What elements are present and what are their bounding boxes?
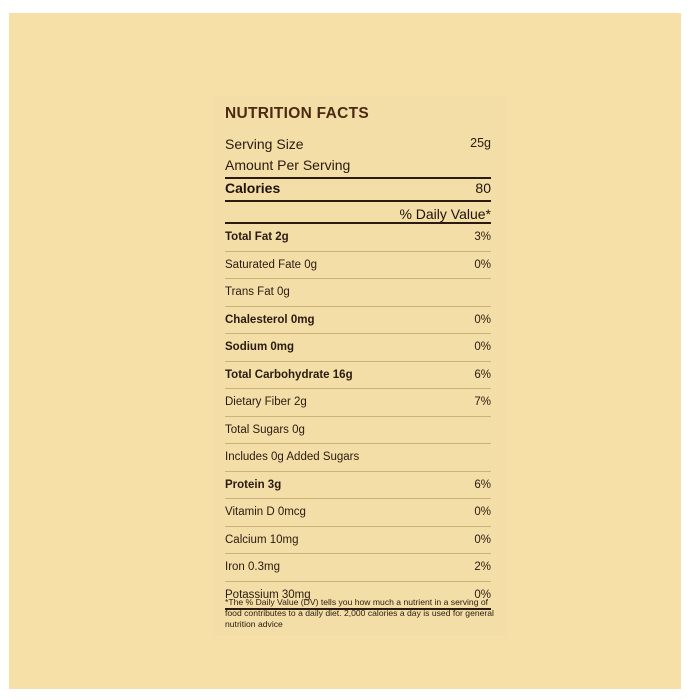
nutrient-name: Potassium 30mg xyxy=(225,588,311,601)
nutrient-row xyxy=(225,306,491,334)
nutrient-name: Sodium 0mg xyxy=(225,341,295,353)
nutrient-name: Calcium 10mg xyxy=(225,533,299,546)
serving-size-label: Serving Size xyxy=(225,136,304,152)
nutrient-daily-value: 6% xyxy=(474,368,491,381)
nutrient-daily-value: 0% xyxy=(474,313,491,326)
nutrient-daily-value: 0% xyxy=(474,258,491,271)
nutrient-name: Dietary Fiber 2g xyxy=(225,396,307,408)
calories-row xyxy=(225,180,491,196)
nutrient-name: Includes 0g Added Sugars xyxy=(225,451,360,463)
nutrient-name: Total Fat 2g xyxy=(225,231,289,243)
daily-value-header: % Daily Value* xyxy=(399,206,491,222)
nutrient-row xyxy=(225,416,491,444)
nutrient-row xyxy=(225,278,491,306)
nutrient-name: Vitamin D 0mcg xyxy=(225,506,306,518)
nutrient-name: Protein 3g xyxy=(225,478,282,491)
nutrient-daily-value: 0% xyxy=(474,533,491,546)
nutrient-daily-value: 0% xyxy=(474,506,491,518)
nutrient-daily-value: 3% xyxy=(474,231,491,243)
nutrient-row xyxy=(225,471,491,499)
nutrient-daily-value: 2% xyxy=(474,561,491,573)
nutrient-row xyxy=(225,251,491,279)
calories-label: Calories xyxy=(225,180,281,196)
nutrient-row xyxy=(225,361,491,389)
serving-size-value: 25g xyxy=(470,136,491,150)
calories-value: 80 xyxy=(475,180,491,196)
nutrient-row xyxy=(225,443,491,471)
rule-top xyxy=(225,177,491,179)
nutrient-daily-value: 6% xyxy=(474,478,491,491)
footnote: *The % Daily Value (DV) tells you how much a nutrient in a serving of food contributes to a daily diet. 2,000 calories a day is used for general nutrition advice xyxy=(225,597,494,629)
nutrient-table xyxy=(225,222,491,610)
nutrient-name: Iron 0.3mg xyxy=(225,561,280,573)
nutrient-daily-value: 7% xyxy=(474,396,491,408)
nutrition-facts-panel xyxy=(214,96,506,636)
nutrient-daily-value: 0% xyxy=(474,341,491,353)
nutrient-row xyxy=(225,388,491,416)
background-frame xyxy=(9,13,681,689)
nutrient-row xyxy=(225,526,491,554)
nutrient-row xyxy=(225,333,491,361)
nutrient-name: Total Carbohydrate 16g xyxy=(225,368,353,381)
nutrient-name: Total Sugars 0g xyxy=(225,423,305,436)
serving-size-row xyxy=(225,136,491,152)
amount-per-serving: Amount Per Serving xyxy=(225,157,351,173)
nutrient-daily-value: 0% xyxy=(474,588,491,601)
nutrient-row xyxy=(225,222,491,251)
nutrient-name: Chalesterol 0mg xyxy=(225,313,315,326)
rule-calories xyxy=(225,200,491,202)
nutrient-row xyxy=(225,498,491,526)
label-title: NUTRITION FACTS xyxy=(225,105,369,122)
nutrient-row xyxy=(225,553,491,581)
nutrient-name: Saturated Fate 0g xyxy=(225,258,318,271)
nutrient-name: Trans Fat 0g xyxy=(225,286,290,298)
